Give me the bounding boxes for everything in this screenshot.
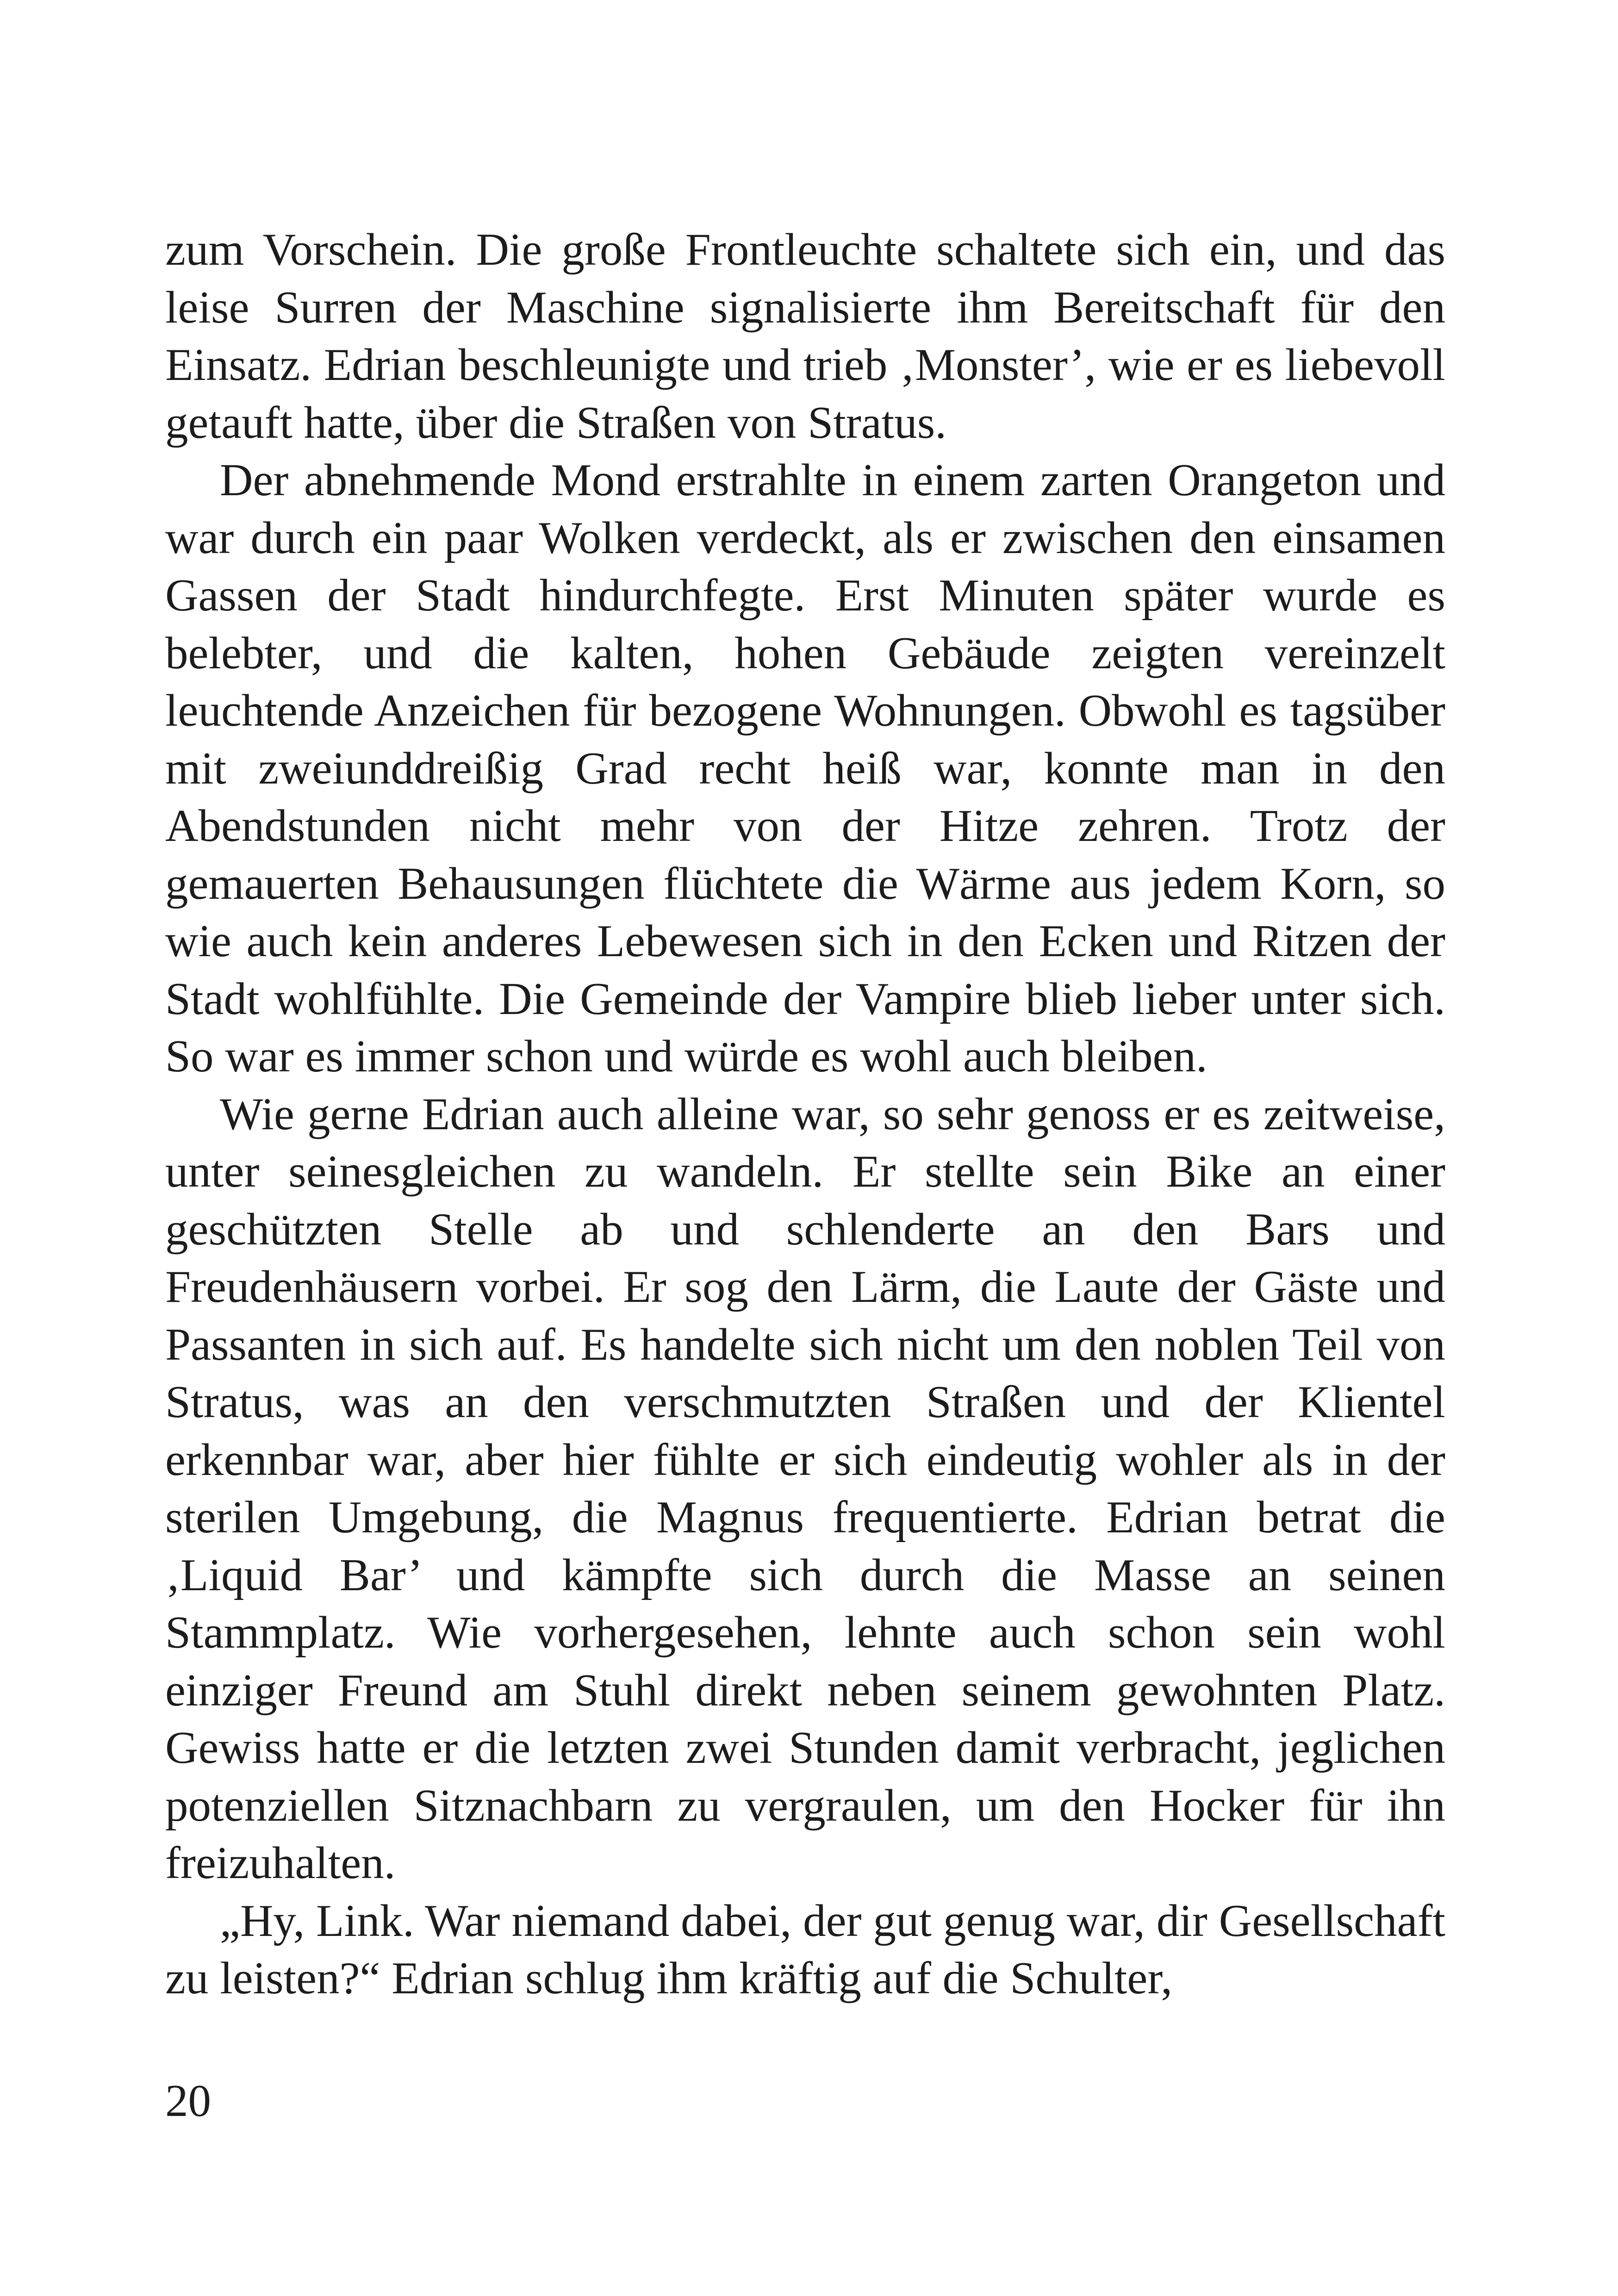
paragraph-4: „Hy, Link. War niemand dabei, der gut genug war, dir Gesellschaft zu leisten?“ Edrian schlug ihm kräftig auf die Schulter, <box>165 1895 1445 2004</box>
paragraph-3: Wie gerne Edrian auch alleine war, so sehr genoss er es zeitweise, unter seinesgleichen zu wandeln. Er stellte sein Bike an einer geschützten Stelle ab und schlenderte an den Bars und Freudenhäusern vorbei. Er sog den Lärm, die Laute der Gäste und Passanten in sich auf. Es handelte sich nicht um den noblen Teil von Stratus, was an den verschmutzten Straßen und der Klientel erkennbar war, aber hier fühlte er sich eindeutig wohler als in der sterilen Umgebung, die Magnus frequentierte. Edrian betrat die ‚Liquid Bar’ und kämpfte sich durch die Masse an seinen Stammplatz. Wie vorhergesehen, lehnte auch schon sein wohl einziger Freund am Stuhl direkt neben seinem gewohnten Platz. Gewiss hatte er die letzten zwei Stunden damit verbracht, jeglichen potenziellen Sitznachbarn zu vergraulen, um den Hocker für ihn freizuhalten. <box>165 1089 1445 1888</box>
paragraph-1: zum Vorschein. Die große Frontleuchte schaltete sich ein, und das leise Surren der Maschine signalisierte ihm Bereitschaft für den Einsatz. Edrian beschleunigte und trieb ‚Monster’, wie er es liebevoll getauft hatte, über die Straßen von Stratus. <box>165 224 1445 448</box>
body-text <box>165 221 1445 2008</box>
page-number: 20 <box>165 2076 211 2126</box>
paragraph-2: Der abnehmende Mond erstrahlte in einem zarten Orangeton und war durch ein paar Wolken verdeckt, als er zwischen den einsamen Gassen der Stadt hindurchfegte. Erst Minuten später wurde es belebter, und die kalten, hohen Gebäude zeigten vereinzelt leuchtende Anzeichen für bezogene Wohnungen. Obwohl es tagsüber mit zweiunddreißig Grad recht heiß war, konnte man in den Abendstunden nicht mehr von der Hitze zehren. Trotz der gemauerten Behausungen flüchtete die Wärme aus jedem Korn, so wie auch kein anderes Lebewesen sich in den Ecken und Ritzen der Stadt wohlfühlte. Die Gemeinde der Vampire blieb lieber unter sich. So war es immer schon und würde es wohl auch bleiben. <box>165 455 1445 1082</box>
